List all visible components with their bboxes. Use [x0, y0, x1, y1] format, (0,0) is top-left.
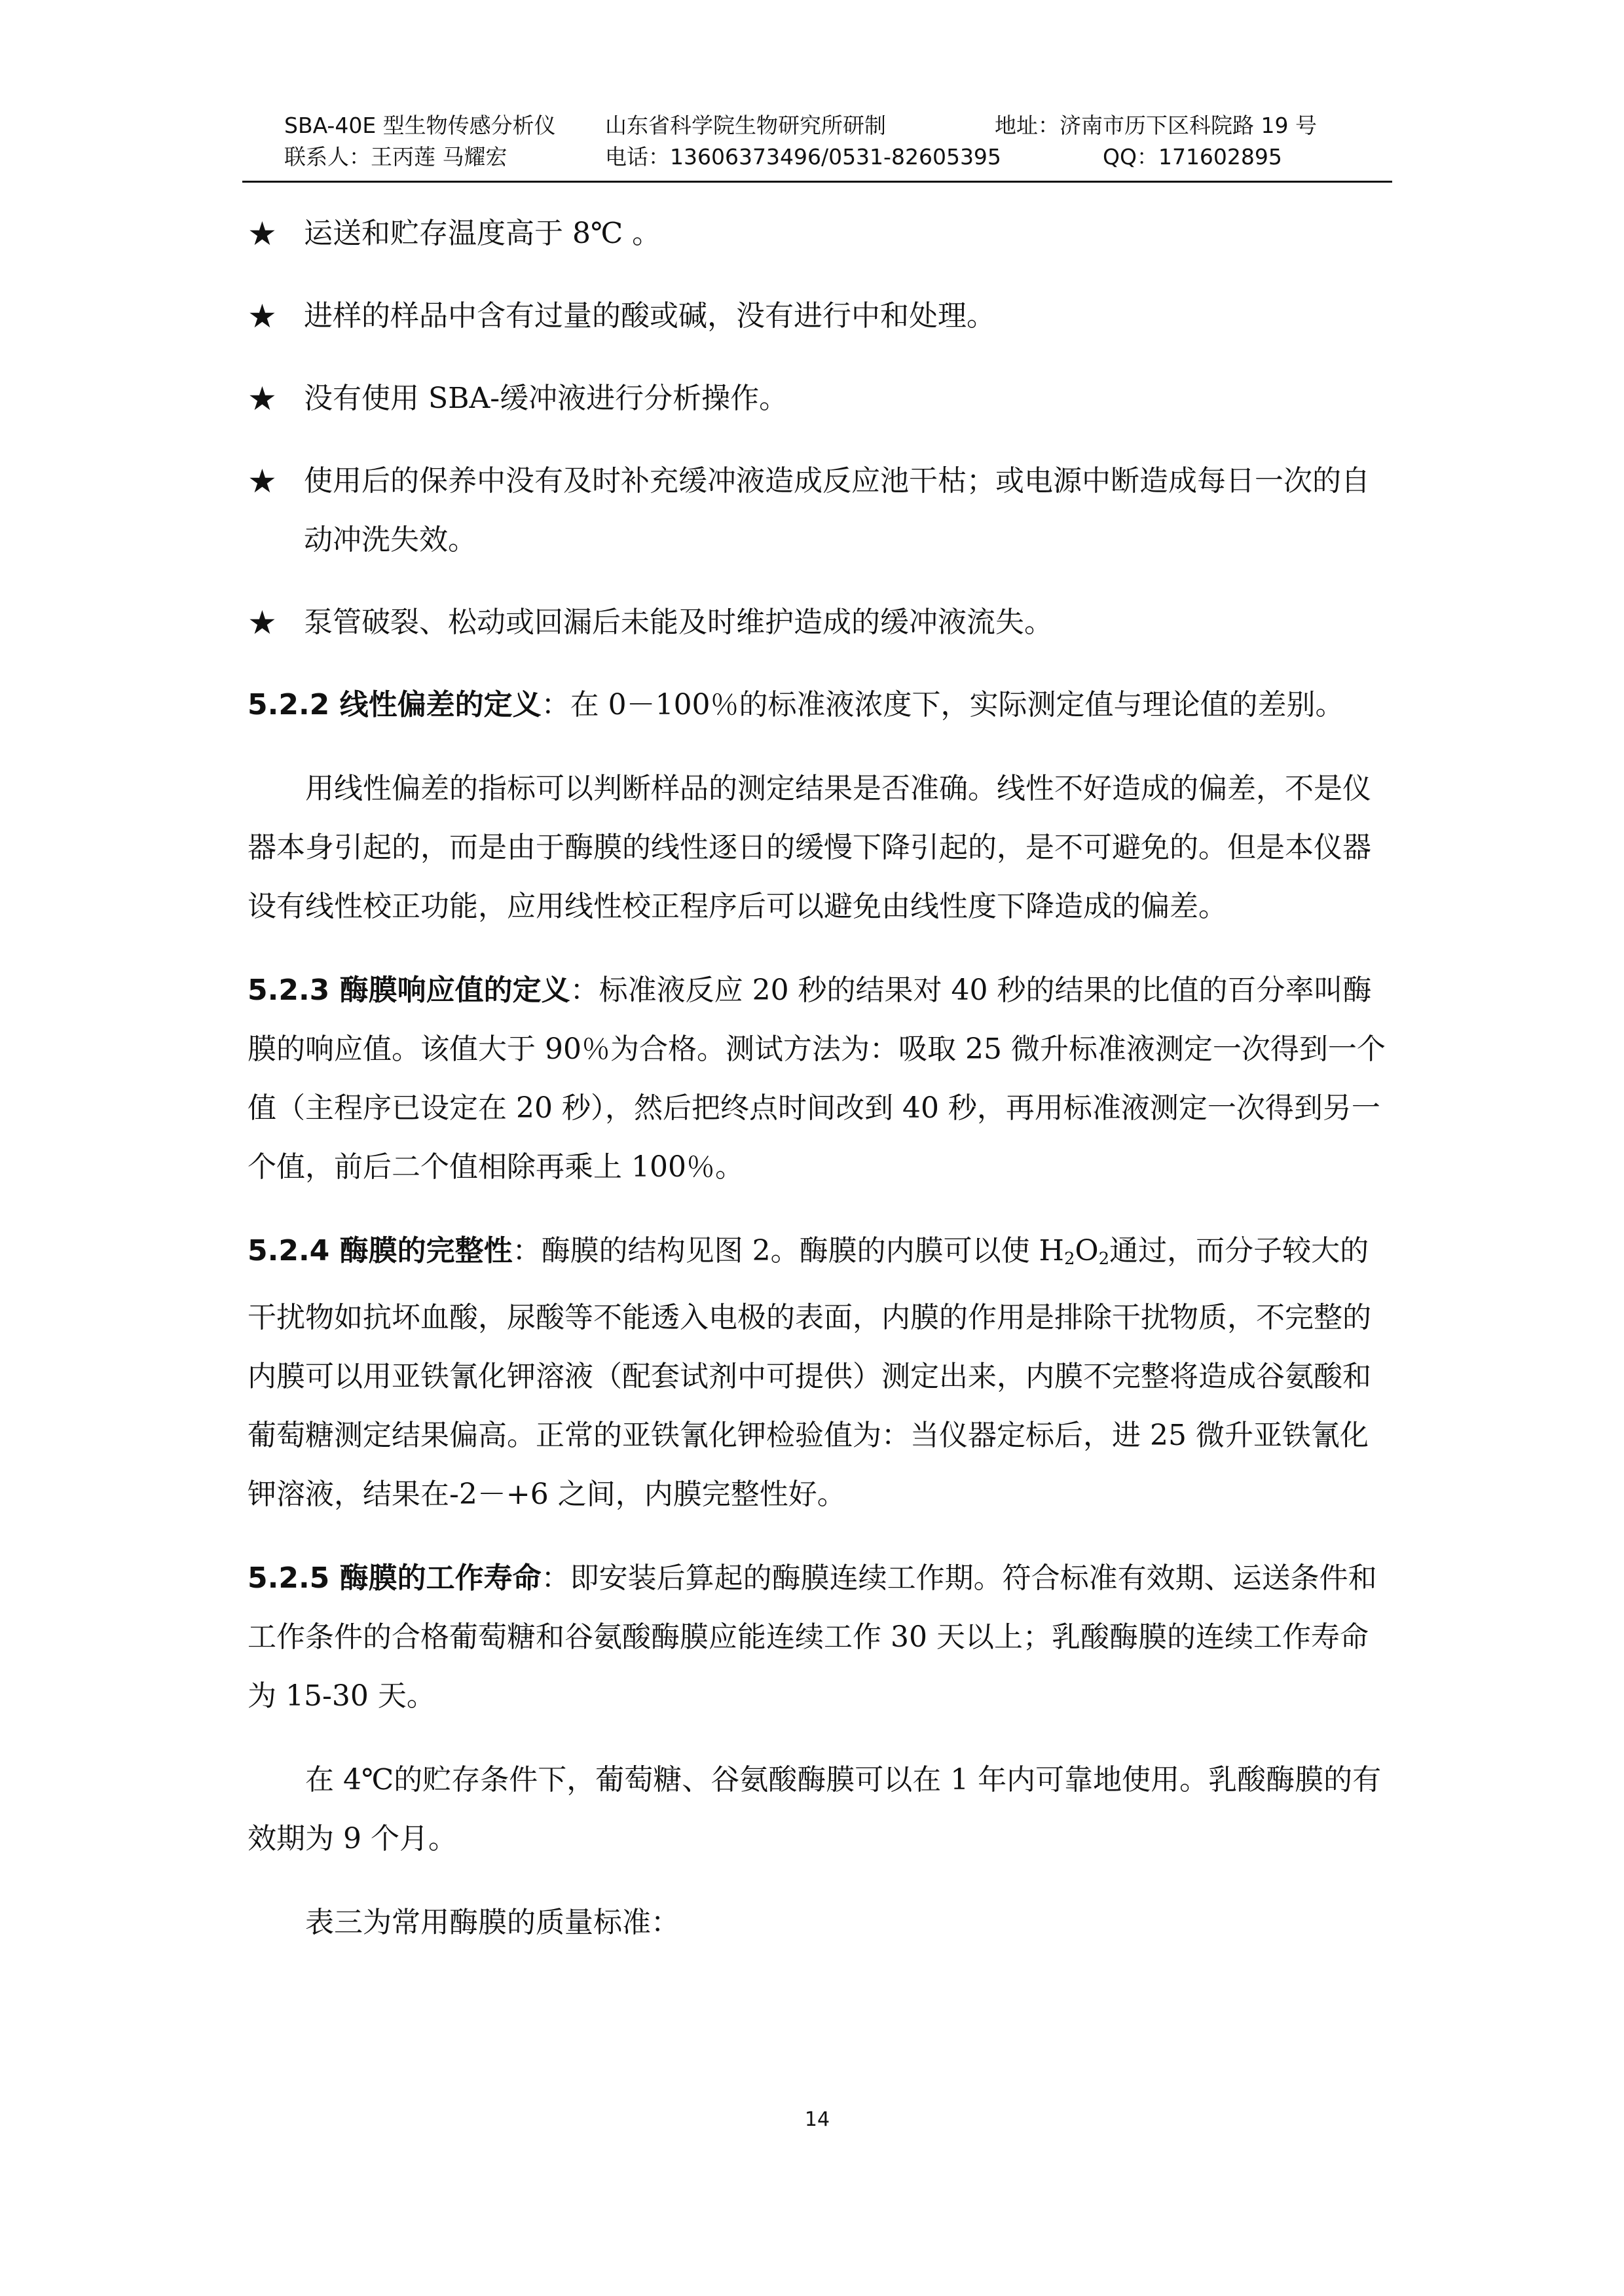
section-term: 酶膜的工作寿命: [339, 1561, 542, 1595]
section-5-2-5: [248, 1549, 1387, 1726]
header-row-1: [284, 110, 1397, 141]
bullet-text: 没有使用 SBA-缓冲液进行分析操作。: [304, 382, 788, 415]
section-term: 线性偏差的定义: [339, 688, 542, 721]
section-number: 5.2.5: [248, 1561, 340, 1595]
page-header: [284, 110, 1397, 173]
section-5-2-4: [248, 1222, 1387, 1524]
section-5-2-2: [248, 676, 1387, 735]
section-number: 5.2.4: [248, 1234, 340, 1267]
star-icon: ★: [248, 297, 277, 335]
page-number: 14: [804, 2108, 830, 2131]
header-divider: [242, 181, 1392, 183]
star-icon: ★: [248, 604, 277, 642]
page-body: [248, 204, 1387, 1977]
bullet-item: [248, 287, 1387, 346]
paragraph-linear-deviation: 用线性偏差的指标可以判断样品的测定结果是否准确。线性不好造成的偏差，不是仪器本身引起的，而是由于酶膜的线性逐日的缓慢下降引起的，是不可避免的。但是本仪器设有线性校正功能，应用线性校正程序后可以避免由线性度下降造成的偏差。: [248, 772, 1371, 923]
section-term: 酶膜的完整性: [339, 1234, 513, 1267]
header-institute: 山东省科学院生物研究所研制: [605, 113, 886, 138]
section-text: ：标准液反应 20 秒的结果对 40 秒的结果的比值的百分率叫酶膜的响应值。该值大于 90％为合格。测试方法为：吸取 25 微升标准液测定一次得到一个值（主程序已设定在 20 秒），然后把终点时间改到 40 秒，再用标准液测定一次得到另一个值，前后二个值相除再乘上 100％。: [248, 974, 1386, 1184]
header-phone: 电话：13606373496/0531-82605395: [605, 144, 1001, 170]
bullet-text: 使用后的保养中没有及时补充缓冲液造成反应池干枯；或电源中断造成每日一次的自动冲洗失效。: [304, 464, 1370, 556]
bullet-item: [248, 204, 1387, 263]
header-row-2: [284, 141, 1397, 173]
section-number: 5.2.3: [248, 974, 340, 1007]
formula-part: O: [1075, 1234, 1099, 1267]
bullet-item: [248, 452, 1387, 570]
header-contact: 联系人：王丙莲 马耀宏: [284, 144, 507, 170]
header-address: 地址：济南市历下区科院路 19 号: [995, 113, 1317, 138]
bullet-item: [248, 369, 1387, 428]
section-term: 酶膜响应值的定义: [339, 974, 570, 1007]
star-icon: ★: [248, 380, 277, 418]
bullet-text: 进样的样品中含有过量的酸或碱，没有进行中和处理。: [304, 299, 995, 333]
bullet-text: 运送和贮存温度高于 8℃ 。: [304, 217, 661, 250]
star-icon: ★: [248, 215, 277, 253]
star-icon: ★: [248, 462, 277, 500]
bullet-text: 泵管破裂、松动或回漏后未能及时维护造成的缓冲液流失。: [304, 606, 1053, 639]
header-product: SBA-40E 型生物传感分析仪: [284, 113, 556, 138]
subscript: 2: [1063, 1249, 1075, 1269]
section-number: 5.2.2: [248, 688, 340, 721]
paragraph-table-intro: 表三为常用酶膜的质量标准：: [305, 1906, 680, 1939]
section-5-2-3: [248, 961, 1387, 1197]
bullet-item: [248, 593, 1387, 652]
paragraph-storage: 在 4℃的贮存条件下，葡萄糖、谷氨酸酶膜可以在 1 年内可靠地使用。乳酸酶膜的有效期为 9 个月。: [248, 1763, 1382, 1855]
subscript: 2: [1098, 1249, 1110, 1269]
header-qq: QQ：171602895: [1103, 144, 1282, 170]
section-text: ：即安装后算起的酶膜连续工作期。符合标准有效期、运送条件和工作条件的合格葡萄糖和谷氨酸酶膜应能连续工作 30 天以上；乳酸酶膜的连续工作寿命为 15-30 天。: [248, 1561, 1377, 1713]
section-text: 通过，而分子较大的干扰物如抗坏血酸，尿酸等不能透入电极的表面，内膜的作用是排除干扰物质，不完整的内膜可以用亚铁氰化钾溶液（配套试剂中可提供）测定出来，内膜不完整将造成谷氨酸和葡萄糖测定结果偏高。正常的亚铁氰化钾检验值为：当仪器定标后，进 25 微升亚铁氰化钾溶液，结果在-2－+6 之间，内膜完整性好。: [248, 1234, 1371, 1511]
section-text: ：酶膜的结构见图 2。酶膜的内膜可以使 H: [512, 1234, 1064, 1267]
section-text: ：在 0－100％的标准液浓度下，实际测定值与理论值的差别。: [541, 688, 1344, 721]
